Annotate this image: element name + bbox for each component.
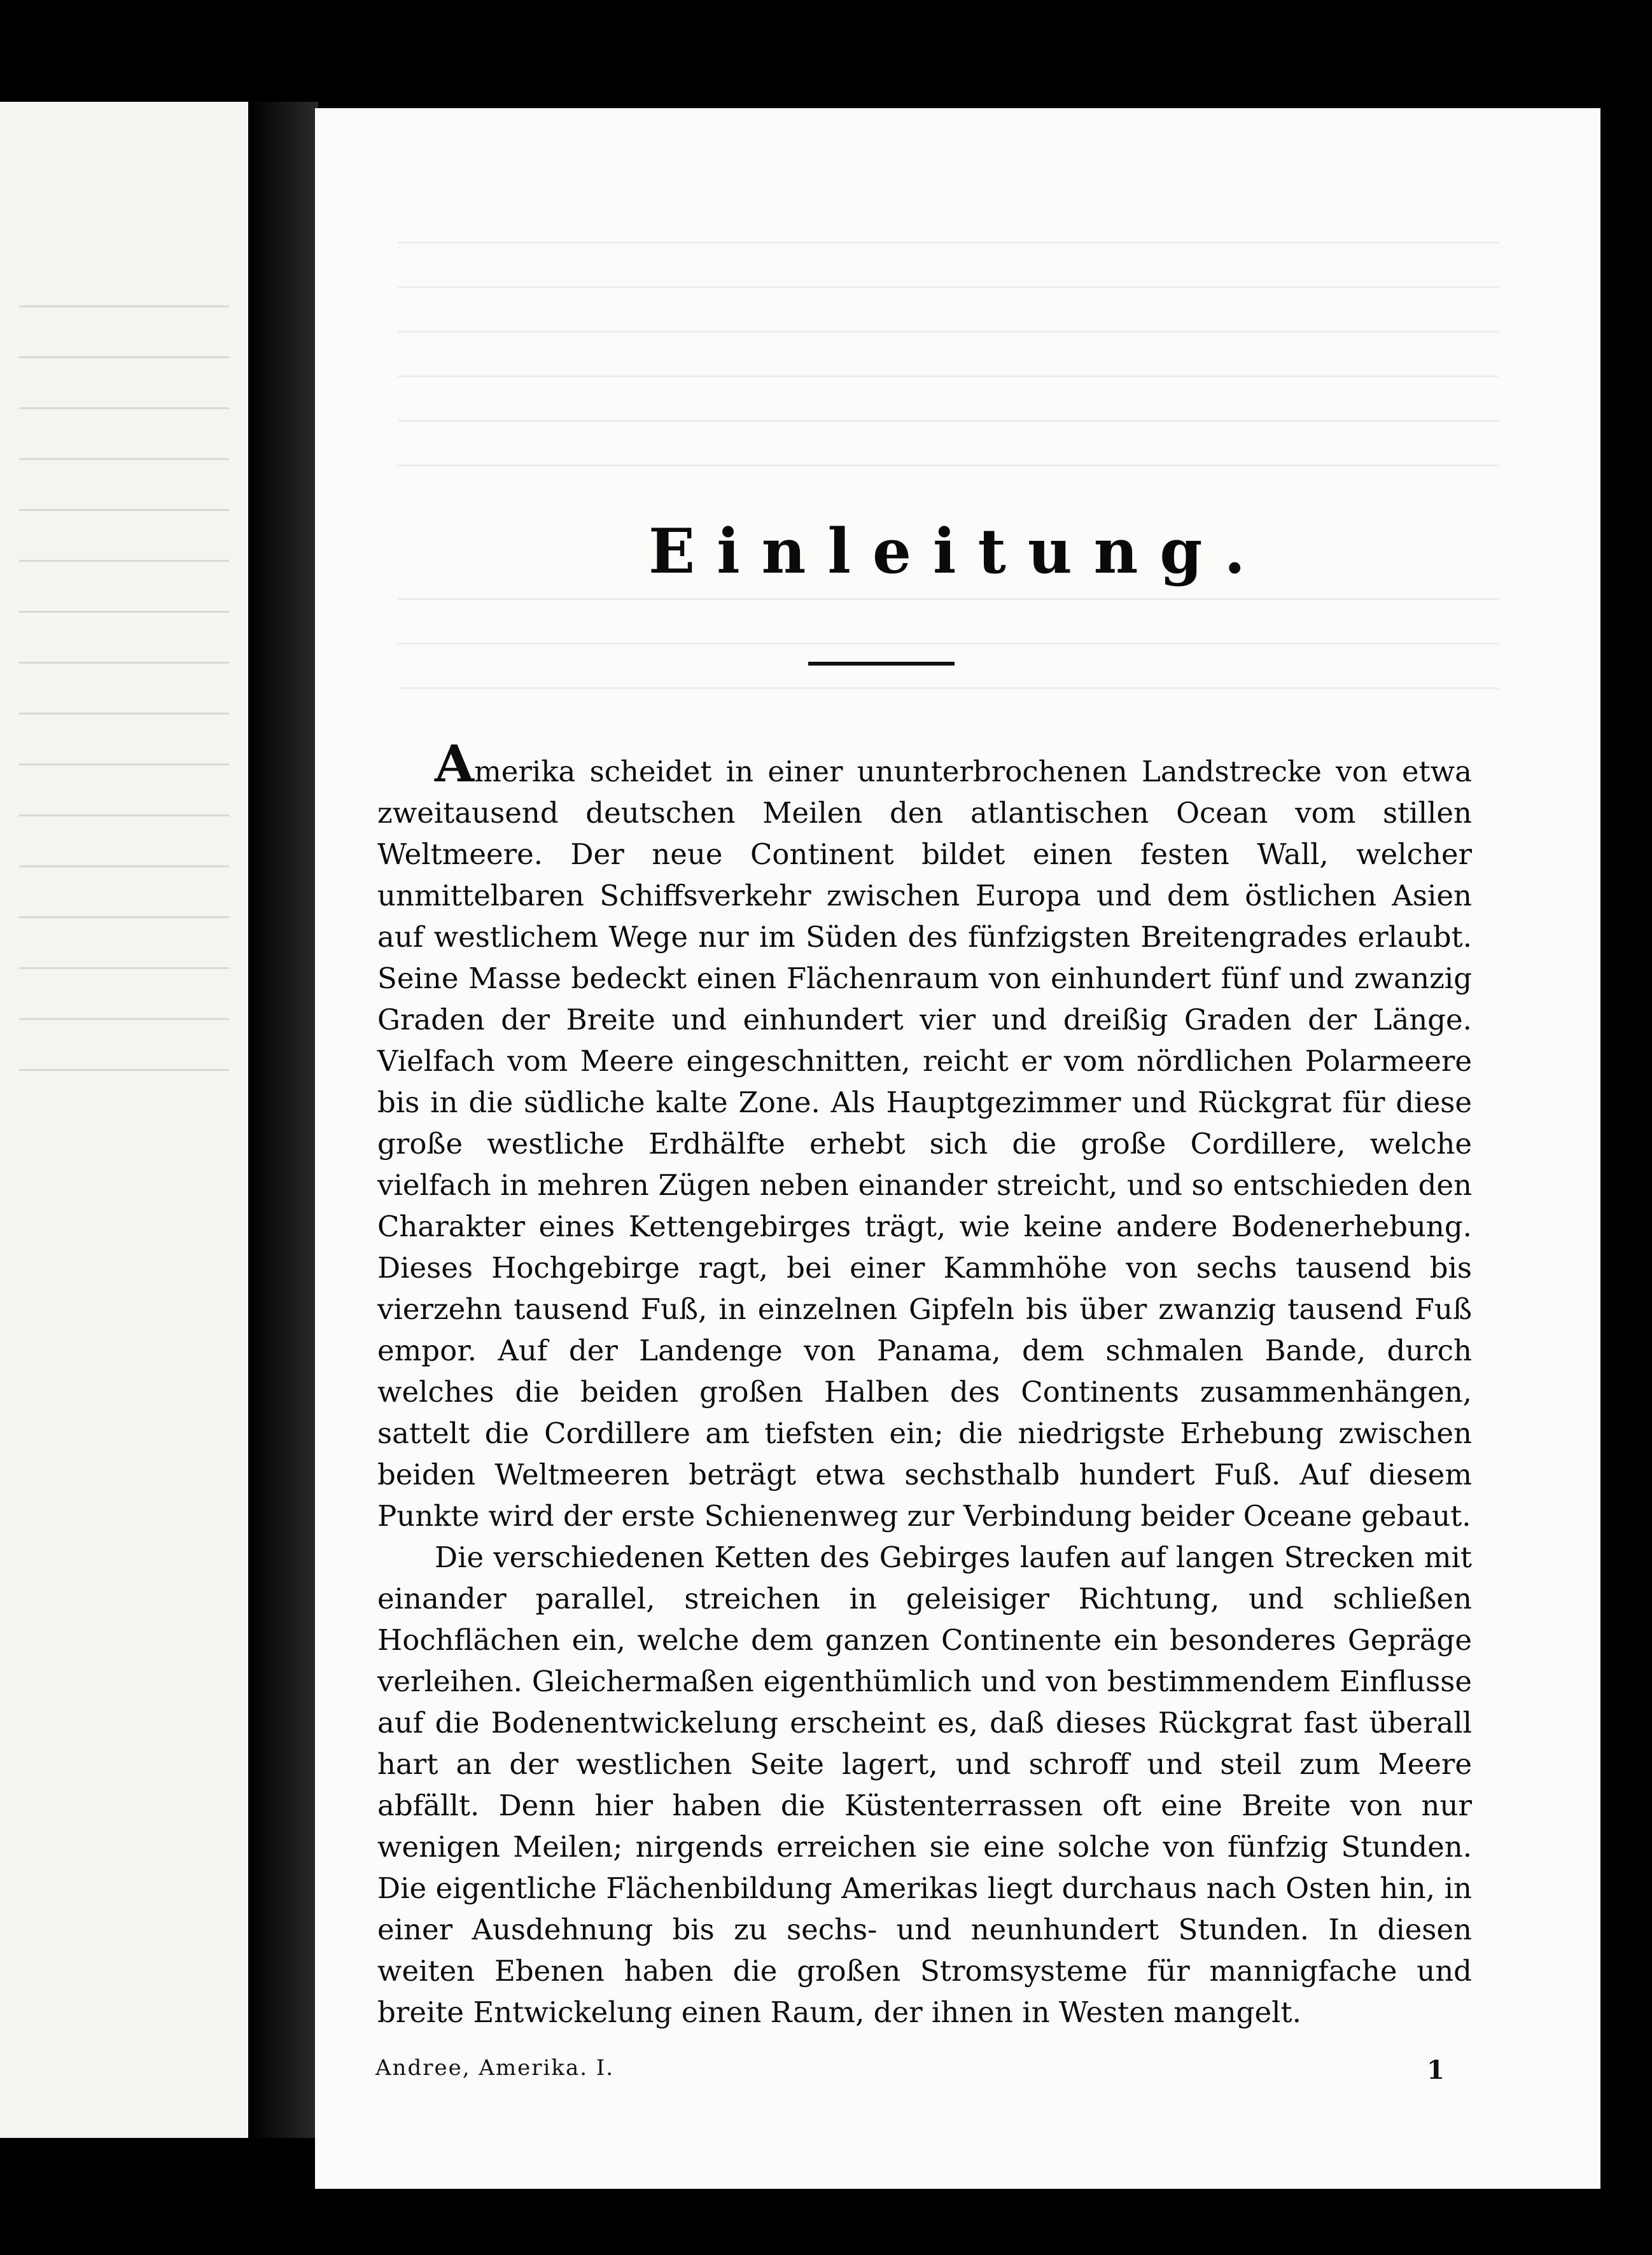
facing-page-bleed-line <box>19 305 229 307</box>
paragraph-2 <box>377 1537 1472 2033</box>
facing-page-bleed-line <box>19 611 229 613</box>
title-divider <box>808 662 955 666</box>
facing-page-bleed-line <box>19 713 229 715</box>
facing-page-bleed-line <box>19 916 229 918</box>
facing-page-bleed-line <box>19 560 229 562</box>
facing-page-bleed-line <box>19 458 229 460</box>
facing-page-bleed-line <box>19 814 229 816</box>
signature-mark: Andree, Amerika. I. <box>375 2055 615 2081</box>
show-through-line <box>398 420 1499 422</box>
page-footer <box>375 2055 1470 2093</box>
facing-page-bleed-line <box>19 662 229 664</box>
book-page <box>315 108 1600 2189</box>
paragraph-text: merika scheidet in einer ununterbrochenen Landstrecke von etwa zweitausend deutschen Meilen den atlantischen Ocean vom stillen Weltmeere. Der neue Continent bildet einen festen Wall, welcher unmittelbaren Schiffsverkehr zwischen Europa und dem östlichen Asien auf westlichem Wege nur im Süden des fünfzigsten Breitengrades erlaubt. Seine Masse bedeckt einen Flächenraum von einhundert fünf und zwanzig Graden der Breite und einhundert vier und dreißig Graden der Länge. Vielfach vom Meere eingeschnitten, reicht er vom nördlichen Polarmeere bis in die südliche kalte Zone. Als Hauptgezimmer und Rückgrat für diese große westliche Erdhälfte erhebt sich die große Cordillere, welche vielfach in mehren Zügen neben einander streicht, und so entschieden den Charakter eines Kettengebirges trägt, wie keine andere Bodenerhebung. Dieses Hochgebirge ragt, bei einer Kammhöhe von sechs tausend bis vierzehn tausend Fuß, in einzelnen Gipfeln bis über zwanzig tausend Fuß empor. Auf der Landenge von Panama, dem schmalen Bande, durch welches die beiden großen Halben des Continents zusammenhängen, sattelt die Cordillere am tiefsten ein; die niedrigste Erhebung zwischen beiden Weltmeeren beträgt etwa sechsthalb hundert Fuß. Auf diesem Punkte wird der erste Schienenweg zur Verbindung beider Oceane gebaut. <box>377 755 1472 1533</box>
book-gutter <box>248 102 318 2138</box>
facing-page-left <box>0 102 248 2138</box>
facing-page-bleed-line <box>19 509 229 511</box>
facing-page-bleed-line <box>19 967 229 969</box>
facing-page-bleed-line <box>19 865 229 867</box>
facing-page-bleed-line <box>19 764 229 765</box>
show-through-line <box>398 242 1499 244</box>
chapter-title: Einleitung. <box>648 515 1267 587</box>
show-through-line <box>398 331 1499 333</box>
show-through-line <box>398 598 1499 600</box>
facing-page-bleed-line <box>19 1018 229 1020</box>
show-through-line <box>398 687 1499 689</box>
facing-page-bleed-line <box>19 407 229 409</box>
paragraph-text: Die verschiedenen Ketten des Gebirges laufen auf langen Strecken mit einander parallel, streichen in geleisiger Richtung, und schließen Hochflächen ein, welche dem ganzen Continente ein besonderes Gepräge verleihen. Gleichermaßen eigenthümlich und von bestimmendem Einflusse auf die Bodenentwickelung erscheint es, daß dieses Rückgrat fast überall hart an der westlichen Seite lagert, und schroff und steil zum Meere abfällt. Denn hier haben die Küstenterrassen oft eine Breite von nur wenigen Meilen; nirgends erreichen sie eine solche von fünfzig Stunden. Die eigentliche Flächenbildung Amerikas liegt durchaus nach Osten hin, in einer Ausdehnung bis zu sechs- und neunhundert Stunden. In diesen weiten Ebenen haben die großen Stromsysteme für mannigfache und breite Entwickelung einen Raum, der ihnen in Westen mangelt. <box>377 1540 1472 2029</box>
paragraph-1 <box>377 734 1472 1537</box>
show-through-line <box>398 286 1499 288</box>
facing-page-bleed-line <box>19 1069 229 1071</box>
page-number: 1 <box>1427 2055 1445 2085</box>
drop-cap: A <box>435 734 475 793</box>
show-through-line <box>398 464 1499 466</box>
show-through-line <box>398 643 1499 645</box>
show-through-line <box>398 375 1499 377</box>
body-text <box>377 734 1472 2033</box>
facing-page-bleed-line <box>19 356 229 358</box>
